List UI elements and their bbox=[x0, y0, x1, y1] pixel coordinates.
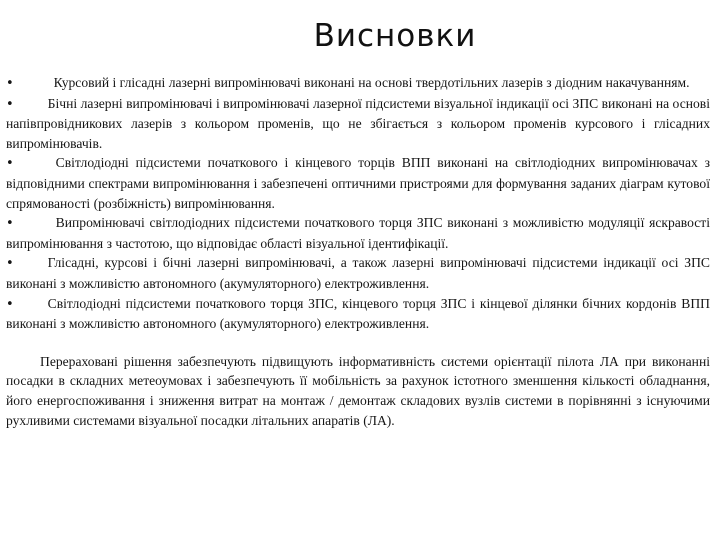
bullet-item bbox=[6, 94, 710, 154]
bullet-icon: • bbox=[6, 156, 14, 172]
bullet-text: Випромінювачі світлодіодних підсистеми початкового торця ЗПС виконані з можливістю модуляції яскравості випромінювання з частотою, що відповідає області візуальної ідентифікації. bbox=[6, 215, 710, 251]
bullet-text: Світлодіодні підсистеми початкового і кінцевого торців ВПП виконані на світлодіодних випромінювачах з відповідними спектрами випромінювання і забезпечені оптичними пристроями для формування заданих діаграм кутової спрямованості (розбіжність) випромінювання. bbox=[6, 155, 710, 211]
slide-title: Висновки bbox=[313, 18, 477, 54]
bullet-icon: • bbox=[6, 296, 14, 312]
bullet-icon: • bbox=[6, 96, 14, 112]
bullet-text: Глісадні, курсові і бічні лазерні випромінювачі, а також лазерні випромінювачі підсистеми індикації осі ЗПС виконані з можливістю автономного (акумуляторного) електроживлення. bbox=[6, 255, 710, 291]
conclusion-paragraph: Перераховані рішення забезпечують підвищують інформативність системи орієнтації пілота ЛА при виконанні посадки в складних метеоумовах і забезпечують її мобільність за рахунок істотного зменшення кількості обладнання, його енергоспоживання і зниження витрат на монтаж / демонтаж складових вузлів системи в порівнянні з існуючими рухливими системами візуальної посадки літальних апаратів (ЛА). bbox=[6, 353, 710, 428]
bullet-text: Світлодіодні підсистеми початкового торця ЗПС, кінцевого торця ЗПС і кінцевої ділянки бічних кордонів ВПП виконані з можливістю автономного (акумуляторного) електроживлення. bbox=[6, 295, 710, 332]
bullet-text: Бічні лазерні випромінювачі і випромінювачі лазерної підсистеми візуальної індикації осі ЗПС виконані на основі напівпровідникових лазерів з кольором променів, що не збігається з кольором променів курсового і глісадних випромінювачів. bbox=[6, 95, 710, 151]
bullet-item bbox=[6, 153, 710, 213]
bullet-item bbox=[6, 213, 710, 253]
slide-body bbox=[6, 73, 710, 430]
bullet-text: Курсовий і глісадні лазерні випромінювачі виконані на основі твердотільних лазерів з діодним накачуванням. bbox=[53, 75, 690, 90]
bullet-icon: • bbox=[6, 76, 14, 91]
bullet-item bbox=[6, 294, 710, 334]
bullet-item bbox=[6, 253, 710, 293]
bullet-icon: • bbox=[6, 216, 14, 232]
bullet-icon: • bbox=[6, 256, 14, 272]
bullet-item bbox=[6, 73, 710, 94]
